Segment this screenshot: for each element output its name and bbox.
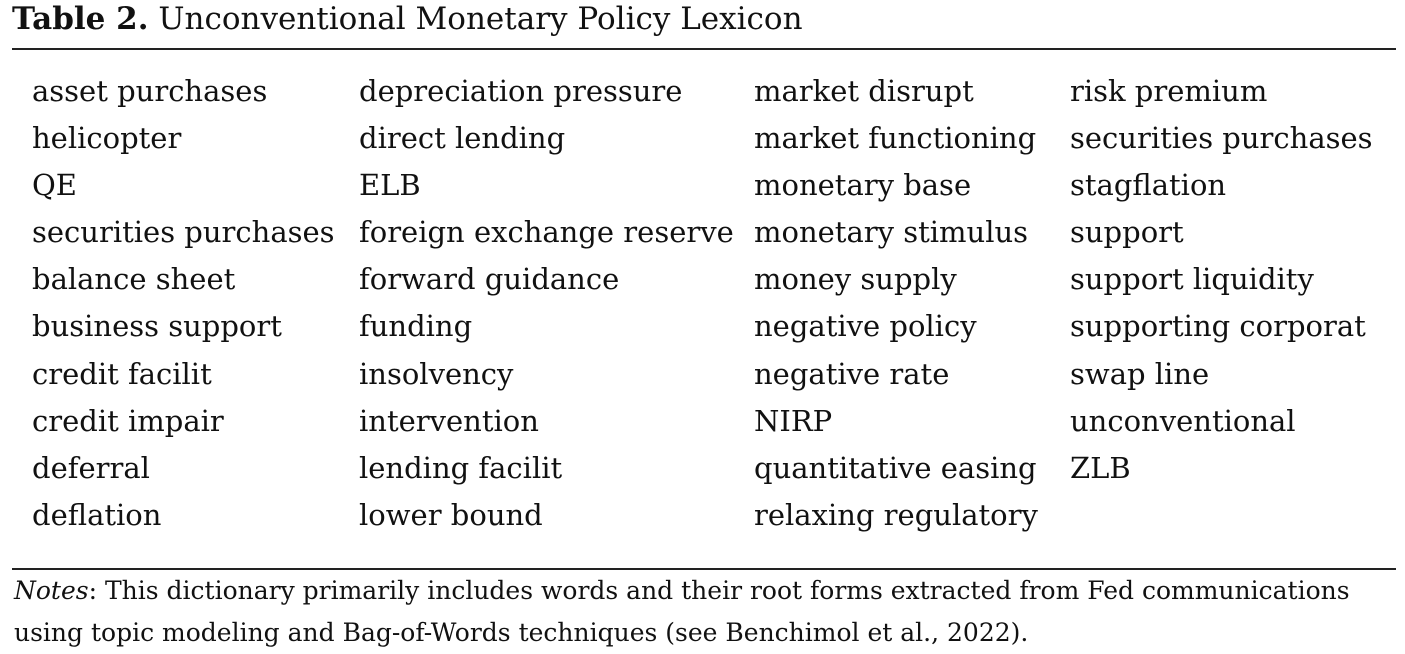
table-cell: intervention (359, 403, 539, 438)
table-cell: deflation (32, 497, 162, 532)
notes-text: : This dictionary primarily includes words and their root forms extracted from Fed communications using topic modeling and Bag-of-Words techniques (see Benchimol et al., 2022). (14, 576, 1350, 647)
table-cell: market functioning (754, 121, 1037, 156)
table-cell: QE (32, 168, 77, 203)
table-cell: deferral (32, 450, 150, 485)
table-cell: stagflation (1070, 168, 1227, 203)
table-cell: direct lending (359, 121, 566, 156)
table-cell: securities purchases (32, 215, 335, 250)
table-cell: monetary stimulus (754, 215, 1029, 250)
table-cell: risk premium (1070, 74, 1268, 108)
table-cell: market disrupt (754, 74, 974, 108)
table-cell: supporting corporat (1070, 309, 1366, 344)
table-caption (12, 0, 803, 38)
table-cell: funding (359, 309, 473, 344)
table-cell: relaxing regulatory (754, 497, 1038, 532)
table-cell: foreign exchange reserve (359, 215, 734, 250)
table-cell: quantitative easing (754, 450, 1037, 485)
table-caption-label: Table 2. (12, 1, 149, 37)
table-cell: credit impair (32, 403, 224, 438)
table-cell: swap line (1070, 356, 1210, 391)
table-cell: ZLB (1070, 450, 1131, 485)
table-cell: negative policy (754, 309, 977, 344)
top-rule (12, 48, 1396, 50)
table-cell: credit facilit (32, 356, 212, 391)
table-cell: insolvency (359, 356, 514, 391)
notes-label: Notes (14, 576, 89, 605)
table-cell: securities purchases (1070, 121, 1373, 156)
table-cell: lower bound (359, 497, 543, 532)
table-cell: lending facilit (359, 450, 563, 485)
table-cell: asset purchases (32, 74, 268, 108)
table-cell (1070, 492, 1400, 539)
table-notes (14, 570, 1399, 654)
table-cell: forward guidance (359, 262, 620, 297)
table-cell: helicopter (32, 121, 182, 156)
table-cell: support liquidity (1070, 262, 1314, 297)
table-cell: balance sheet (32, 262, 236, 297)
table-cell: NIRP (754, 403, 833, 438)
table-cell: unconventional (1070, 403, 1296, 438)
table-cell: ELB (359, 168, 421, 203)
table-cell: business support (32, 309, 282, 344)
table-cell: depreciation pressure (359, 74, 683, 108)
lexicon-table (32, 68, 1400, 539)
table-cell: money supply (754, 262, 957, 297)
table-cell: support (1070, 215, 1184, 250)
table-caption-title: Unconventional Monetary Policy Lexicon (158, 1, 803, 37)
table-cell: monetary base (754, 168, 972, 203)
table-cell: negative rate (754, 356, 950, 391)
